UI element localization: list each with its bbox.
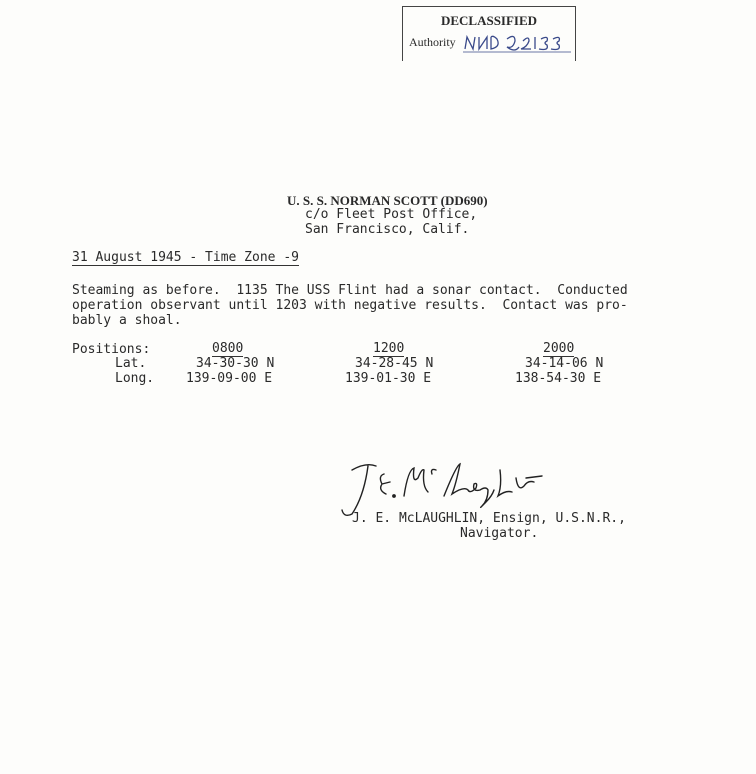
body-line-2: operation observant until 1203 with negative results. Contact was pro- <box>72 298 628 313</box>
long-1200: 139-01-30 E <box>345 371 432 386</box>
signatory-name: J. E. McLAUGHLIN, Ensign, U.S.N.R., <box>352 511 626 526</box>
stamp-title: DECLASSIFIED <box>440 13 538 28</box>
long-2000: 138-54-30 E <box>515 371 602 386</box>
stamp-authority-label: Authority <box>409 35 456 49</box>
long-0800: 139-09-00 E <box>186 371 273 386</box>
time-0800: 0800 <box>212 341 244 356</box>
declassified-stamp <box>402 6 576 61</box>
lat-1200: 34-28-45 N <box>355 356 434 371</box>
signatory-title: Navigator. <box>460 526 539 541</box>
letterhead-address-line-1: c/o Fleet Post Office, <box>305 207 478 222</box>
time-1200: 1200 <box>373 341 405 356</box>
time-2000: 2000 <box>543 341 575 356</box>
body-line-1: Steaming as before. 1135 The USS Flint had a sonar contact. Conducted <box>72 283 628 298</box>
letterhead-address-line-2: San Francisco, Calif. <box>305 222 470 237</box>
lat-2000: 34-14-06 N <box>525 356 604 371</box>
authority-handwriting <box>463 27 573 57</box>
body-line-3: bably a shoal. <box>72 313 182 328</box>
lat-0800: 34-30-30 N <box>196 356 275 371</box>
positions-label: Positions: <box>72 342 151 357</box>
lat-label: Lat. <box>115 356 147 371</box>
ship-name: U. S. S. NORMAN SCOTT (DD690) <box>287 193 488 208</box>
long-label: Long. <box>115 371 155 386</box>
entry-date-heading: 31 August 1945 - Time Zone -9 <box>72 250 299 265</box>
